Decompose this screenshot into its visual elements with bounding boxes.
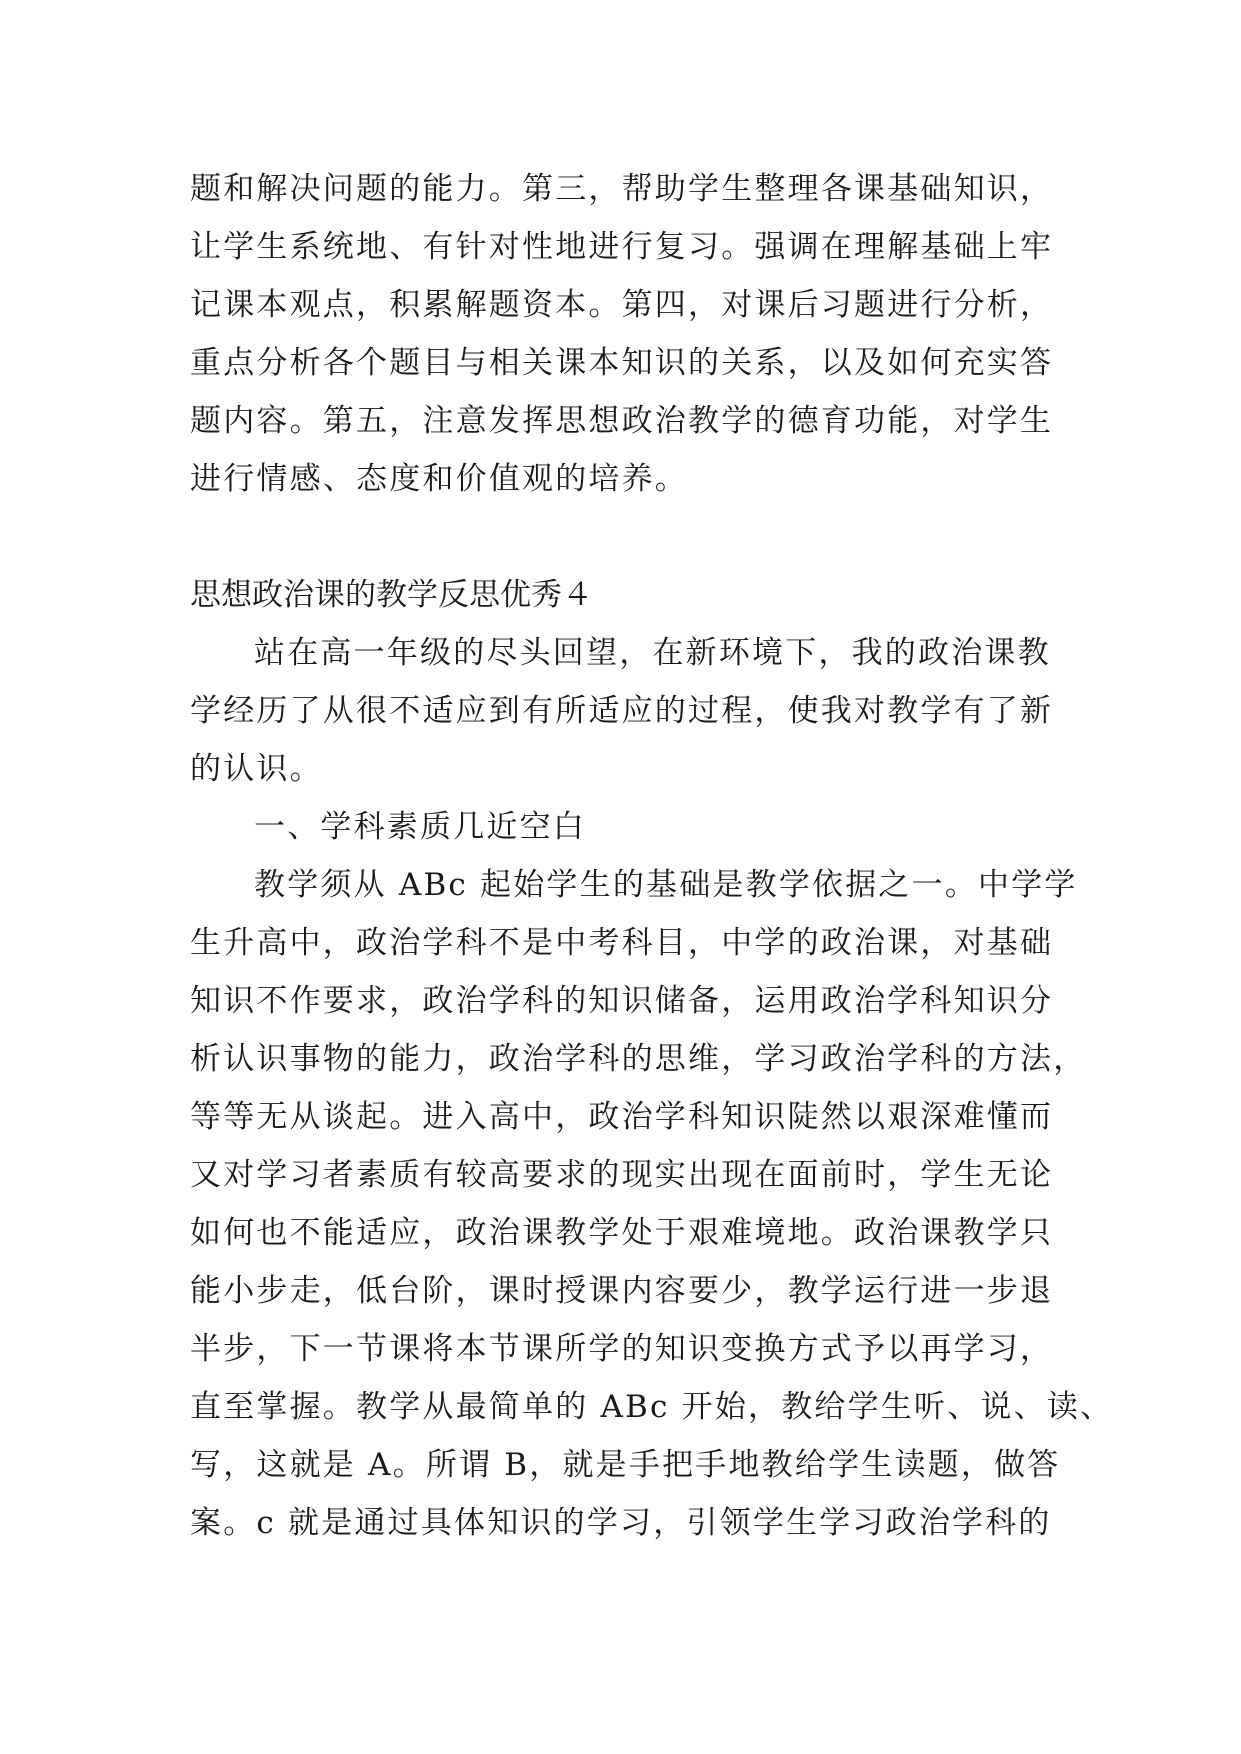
paragraph-line: 直至掌握。教学从最简单的 ABc 开始，教给学生听、说、读、 — [190, 1389, 1114, 1425]
paragraph-line: 能小步走，低台阶，课时授课内容要少，教学运行进一步退 — [190, 1273, 1054, 1309]
paragraph-line: 让学生系统地、有针对性地进行复习。强调在理解基础上牢 — [190, 229, 1054, 265]
paragraph-line: 进行情感、态度和价值观的培养。 — [190, 461, 688, 497]
subheading: 一、学科素质几近空白 — [254, 809, 586, 845]
paragraph-line: 教学须从 ABc 起始学生的基础是教学依据之一。中学学 — [254, 867, 1078, 903]
paragraph-gap — [190, 508, 1070, 566]
section-title: 思想政治课的教学反思优秀４ — [190, 577, 593, 613]
paragraph-line: 又对学习者素质有较高要求的现实出现在面前时，学生无论 — [190, 1157, 1054, 1193]
paragraph-line: 题和解决问题的能力。第三，帮助学生整理各课基础知识， — [190, 171, 1054, 207]
document-content — [190, 160, 1114, 1552]
paragraph-line: 记课本观点，积累解题资本。第四，对课后习题进行分析， — [190, 287, 1054, 323]
paragraph-line: 写，这就是 A。所谓 B，就是手把手地教给学生读题，做答 — [190, 1447, 1061, 1483]
paragraph-line: 等等无从谈起。进入高中，政治学科知识陡然以艰深难懂而 — [190, 1099, 1054, 1135]
paragraph-line: 生升高中，政治学科不是中考科目，中学的政治课，对基础 — [190, 925, 1054, 961]
paragraph-line: 学经历了从很不适应到有所适应的过程，使我对教学有了新 — [190, 693, 1054, 729]
paragraph-line: 知识不作要求，政治学科的知识储备，运用政治学科知识分 — [190, 983, 1054, 1019]
paragraph-line: 半步，下一节课将本节课所学的知识变换方式予以再学习， — [190, 1331, 1054, 1367]
paragraph-line: 站在高一年级的尽头回望，在新环境下，我的政治课教 — [254, 635, 1051, 671]
paragraph-line: 的认识。 — [190, 751, 323, 787]
paragraph-line: 案。c 就是通过具体知识的学习，引领学生学习政治学科的 — [190, 1505, 1052, 1541]
paragraph-line: 如何也不能适应，政治课教学处于艰难境地。政治课教学只 — [190, 1215, 1054, 1251]
paragraph-line: 重点分析各个题目与相关课本知识的关系，以及如何充实答 — [190, 345, 1054, 381]
paragraph-line: 题内容。第五，注意发挥思想政治教学的德育功能，对学生 — [190, 403, 1054, 439]
paragraph-line: 析认识事物的能力，政治学科的思维，学习政治学科的方法， — [190, 1041, 1087, 1077]
